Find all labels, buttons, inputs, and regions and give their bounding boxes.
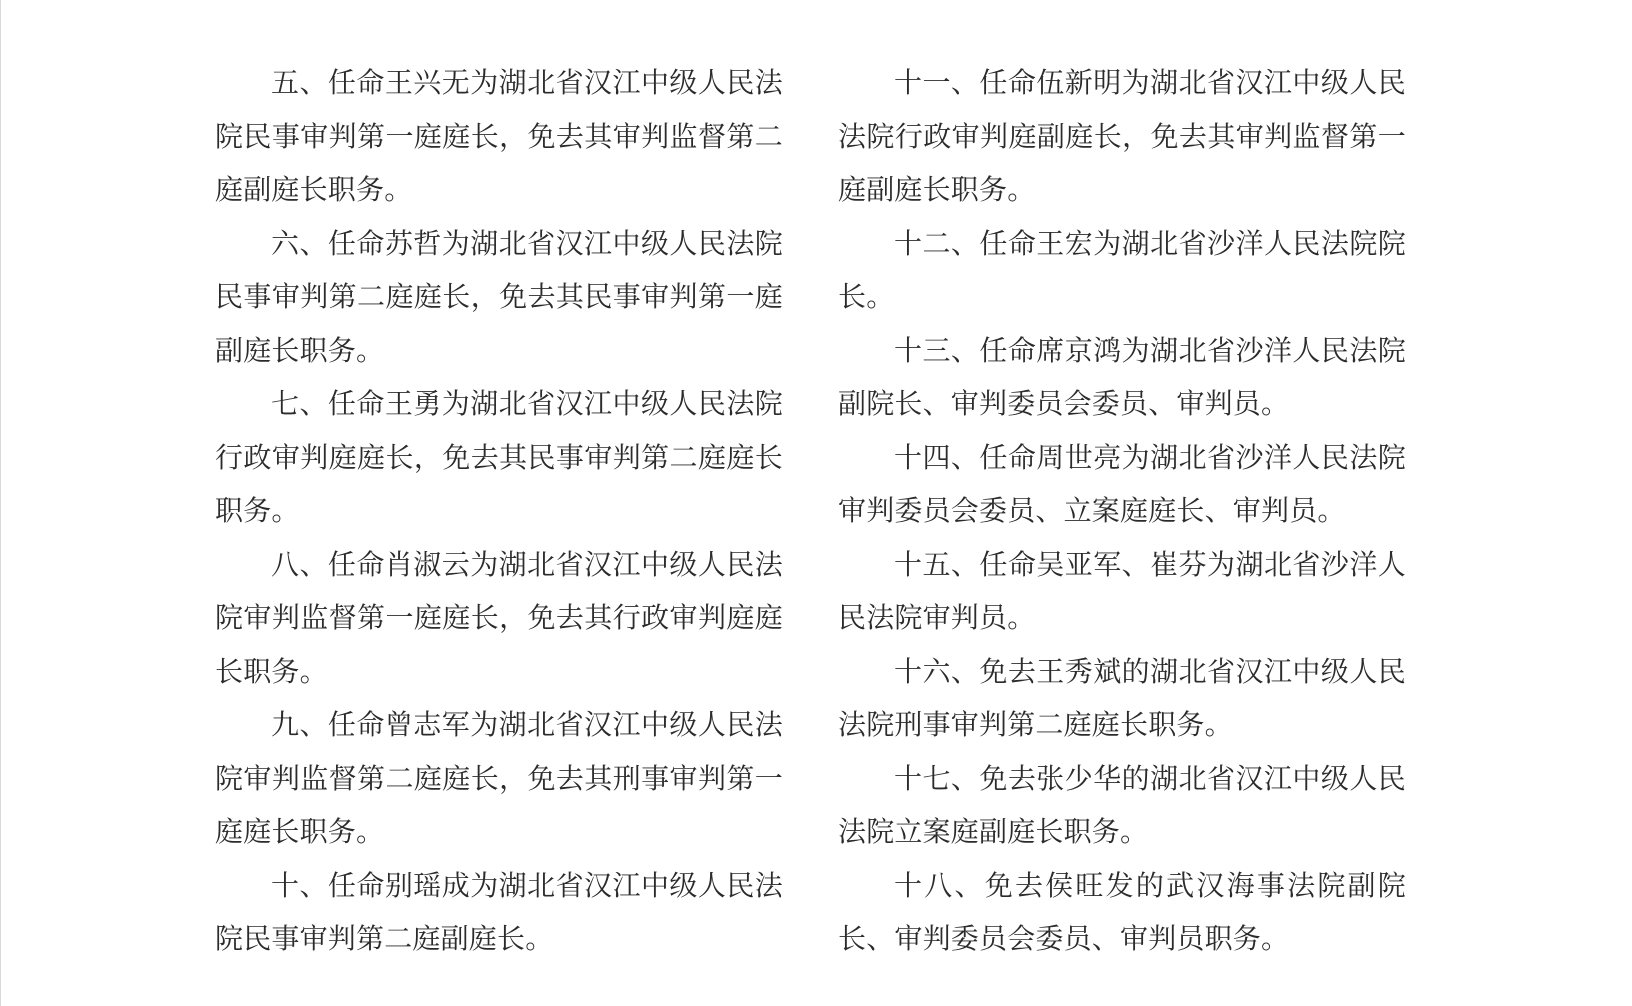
appointment-item-6: 六、任命苏哲为湖北省汉江中级人民法院民事审判第二庭庭长，免去其民事审判第一庭副庭长职务。: [215, 226, 783, 367]
page-edge-divider: [0, 0, 1, 1006]
left-column: [215, 56, 783, 966]
removal-item-16: 十六、免去王秀斌的湖北省汉江中级人民法院刑事审判第二庭庭长职务。: [838, 654, 1406, 741]
appointment-item-12: 十二、任命王宏为湖北省沙洋人民法院院长。: [838, 226, 1406, 313]
removal-item-18: 十八、免去侯旺发的武汉海事法院副院长、审判委员会委员、审判员职务。: [838, 868, 1406, 955]
right-column: [838, 56, 1406, 966]
removal-item-17: 十七、免去张少华的湖北省汉江中级人民法院立案庭副庭长职务。: [838, 761, 1406, 848]
appointment-item-11: 十一、任命伍新明为湖北省汉江中级人民法院行政审判庭副庭长，免去其审判监督第一庭副庭长职务。: [838, 66, 1406, 206]
appointment-item-8: 八、任命肖淑云为湖北省汉江中级人民法院审判监督第一庭庭长，免去其行政审判庭庭长职务。: [215, 547, 783, 688]
appointment-item-7: 七、任命王勇为湖北省汉江中级人民法院行政审判庭庭长，免去其民事审判第二庭庭长职务。: [215, 387, 783, 527]
appointment-item-9: 九、任命曾志军为湖北省汉江中级人民法院审判监督第二庭庭长，免去其刑事审判第一庭庭长职务。: [215, 708, 783, 848]
appointment-item-13: 十三、任命席京鸿为湖北省沙洋人民法院副院长、审判委员会委员、审判员。: [838, 333, 1406, 420]
appointment-item-15: 十五、任命吴亚军、崔芬为湖北省沙洋人民法院审判员。: [838, 547, 1406, 634]
appointment-item-10: 十、任命别瑶成为湖北省汉江中级人民法院民事审判第二庭副庭长。: [215, 868, 783, 955]
appointment-item-14: 十四、任命周世亮为湖北省沙洋人民法院审判委员会委员、立案庭庭长、审判员。: [838, 440, 1406, 527]
appointment-item-5: 五、任命王兴无为湖北省汉江中级人民法院民事审判第一庭庭长，免去其审判监督第二庭副庭长职务。: [215, 66, 783, 206]
